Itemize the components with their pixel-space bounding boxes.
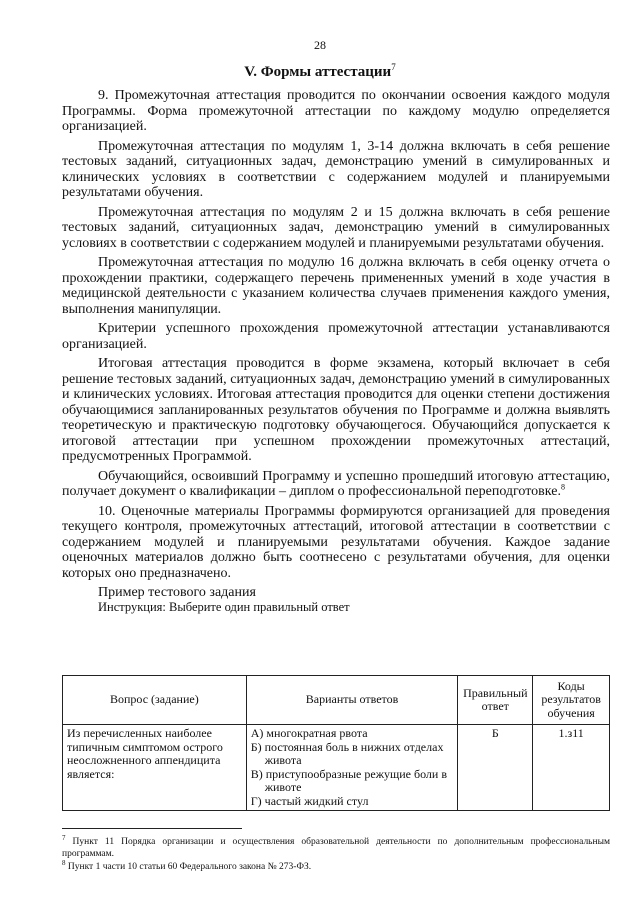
footnote-mark: 7 — [62, 834, 66, 842]
answer-option: Б) постоянная боль в нижних отделах живота — [250, 739, 444, 767]
answer-option: А) многократная рвота — [250, 726, 368, 740]
paragraph: Итоговая аттестация проводится в форме экзамена, который включает в себя решение тестовых заданий, ситуационных задач, демонстрацию умений в симулированных и клинических условиях. Итоговая аттестация проводится для оценки степени достижения обучающимися запланированных результатов обучения по Программе и должна выявлять теоретическую и практическую подготовку обучающегося. Обучающийся допускается к итоговой аттестации при успешном прохождении промежуточных аттестаций, предусмотренных Программой. — [62, 356, 610, 464]
paragraph: Критерии успешного прохождения промежуточной аттестации устанавливаются организацией. — [62, 321, 610, 352]
paragraph: 9. Промежуточная аттестация проводится по окончании освоения каждого модуля Программы. Форма промежуточной аттестации по каждому модулю определяется организацией. — [62, 88, 610, 134]
paragraph: 10. Оценочные материалы Программы формируются организацией для проведения текущего контроля, промежуточных аттестаций, итоговой аттестации в соответствии с содержанием модулей и планируемыми результатами обучения. Каждое задание оценочных материалов должно быть соотнесено с результатами обучения, для оценки которых оно предназначено. — [62, 503, 610, 581]
answer-option: В) приступообразные режущие боли в животе — [250, 766, 448, 794]
test-item-table — [62, 675, 610, 811]
footnote-text: Пункт 1 части 10 статьи 60 Федерального закона № 273-ФЗ. — [67, 862, 312, 873]
cell-options — [246, 725, 458, 811]
example-title: Пример тестового задания — [98, 585, 256, 600]
header-learning-codes: Коды результатов обучения — [533, 676, 610, 725]
header-options: Варианты ответов — [246, 676, 458, 725]
footnote-mark: 7 — [391, 62, 396, 72]
page-number: 28 — [314, 38, 326, 52]
paragraph — [62, 469, 610, 500]
footnote-mark: 8 — [62, 859, 66, 867]
footnote — [62, 857, 610, 873]
table-header-row — [63, 676, 610, 725]
answer-option: Г) частый жидкий стул — [250, 793, 369, 808]
paragraph: Промежуточная аттестация по модулю 16 должна включать в себя оценку отчета о прохождении практики, содержащего перечень примененных умений в ходе участия в медицинской деятельности с указанием количества случаев применения каждого умения, выполнения манипуляции. — [62, 255, 610, 317]
instruction: Инструкция: Выберите один правильный ответ — [98, 600, 350, 614]
cell-learning-code: 1.з11 — [533, 725, 610, 811]
paragraph-text: Обучающийся, освоивший Программу и успешно прошедший итоговую аттестацию, получает документ о квалификации – диплом о профессиональной переподготовке. — [62, 468, 610, 499]
header-question: Вопрос (задание) — [63, 676, 247, 725]
paragraph: Промежуточная аттестация по модулям 1, 3-14 должна включать в себя решение тестовых заданий, ситуационных задач, демонстрацию умений в симулированных и клинических условиях в соответствии с содержанием модулей и планируемыми результатами обучения. — [62, 138, 610, 200]
footnote-text: Пункт 11 Порядка организации и осуществления образовательной деятельности по дополнительным профессиональным программам. — [62, 837, 610, 860]
section-heading — [0, 62, 640, 81]
header-correct-answer: Правильный ответ — [458, 676, 533, 725]
section-heading-text: V. Формы аттестации — [244, 64, 392, 80]
footnote-divider — [62, 828, 242, 829]
cell-question: Из перечисленных наиболее типичным симптомом острого неосложненного аппендицита является: — [63, 725, 247, 811]
document-body — [62, 88, 610, 615]
cell-correct-answer: Б — [458, 725, 533, 811]
paragraph: Промежуточная аттестация по модулям 2 и 15 должна включать в себя решение тестовых заданий, ситуационных задач, демонстрацию умений в симулированных условиях в соответствии с содержанием модулей и планируемыми результатами обучения. — [62, 204, 610, 251]
table-row — [63, 725, 610, 811]
footnote-mark: 8 — [560, 482, 565, 492]
footnote — [62, 832, 610, 860]
